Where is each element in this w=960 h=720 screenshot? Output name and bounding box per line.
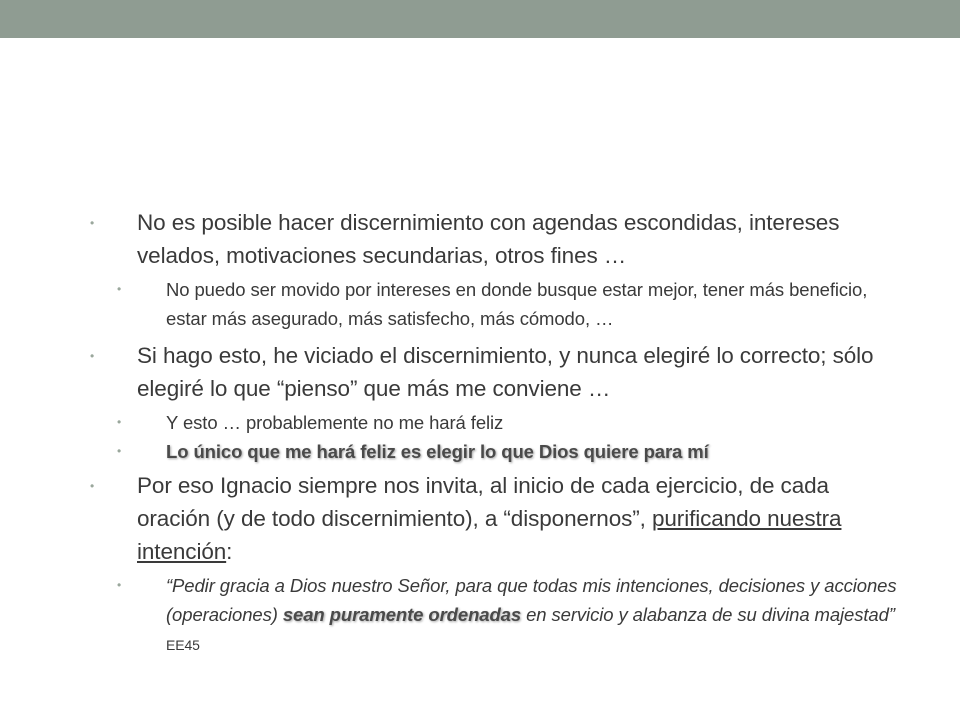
sub-bullet-item <box>86 571 906 660</box>
slide-body <box>86 206 906 660</box>
bullet-text: Por eso Ignacio siempre nos invita, al inicio de cada ejercicio, de cada oración (y de todo discernimiento), a “disponernos”, <box>137 473 829 531</box>
bullet-text: Y esto … probablemente no me hará feliz <box>166 412 504 433</box>
quote-text: en servicio y alabanza de su divina majestad” <box>521 604 895 625</box>
bullet-text: Si hago esto, he viciado el discernimiento, y nunca elegiré lo correcto; sólo elegiré lo que “pienso” que más me conviene … <box>137 343 874 401</box>
underlined-text: purificando nuestra intención <box>137 506 842 564</box>
bullet-item <box>86 206 906 272</box>
bullet-text-end: : <box>226 539 233 564</box>
bullet-text: No puedo ser movido por intereses en donde busque estar mejor, tener más beneficio, estar más asegurado, más satisfecho, más cómodo, … <box>166 279 868 329</box>
bullet-marker: • <box>90 479 95 493</box>
bullet-marker: • <box>117 578 122 592</box>
emphasized-quote-text: sean puramente ordenadas <box>282 604 522 625</box>
bullet-marker: • <box>117 282 122 296</box>
bullet-marker: • <box>90 216 95 230</box>
sub-bullet-item <box>86 408 906 437</box>
bullet-text: No es posible hacer discernimiento con agendas escondidas, intereses velados, motivaciones secundarias, otros fines … <box>137 210 840 268</box>
sub-bullet-item <box>86 437 906 466</box>
bullet-marker: • <box>117 415 122 429</box>
bullet-item <box>86 469 906 568</box>
emphasized-text: Lo único que me hará feliz es elegir lo que Dios quiere para mí <box>166 441 709 462</box>
sub-bullet-item <box>86 275 906 333</box>
quote-text: “Pedir gracia a Dios nuestro Señor, para que todas mis intenciones, decisiones y acciones (operaciones) <box>166 575 897 625</box>
top-accent-bar <box>0 0 960 38</box>
bullet-item <box>86 339 906 405</box>
bullet-marker: • <box>90 349 95 363</box>
reference-text: EE45 <box>166 637 200 653</box>
bullet-marker: • <box>117 444 122 458</box>
